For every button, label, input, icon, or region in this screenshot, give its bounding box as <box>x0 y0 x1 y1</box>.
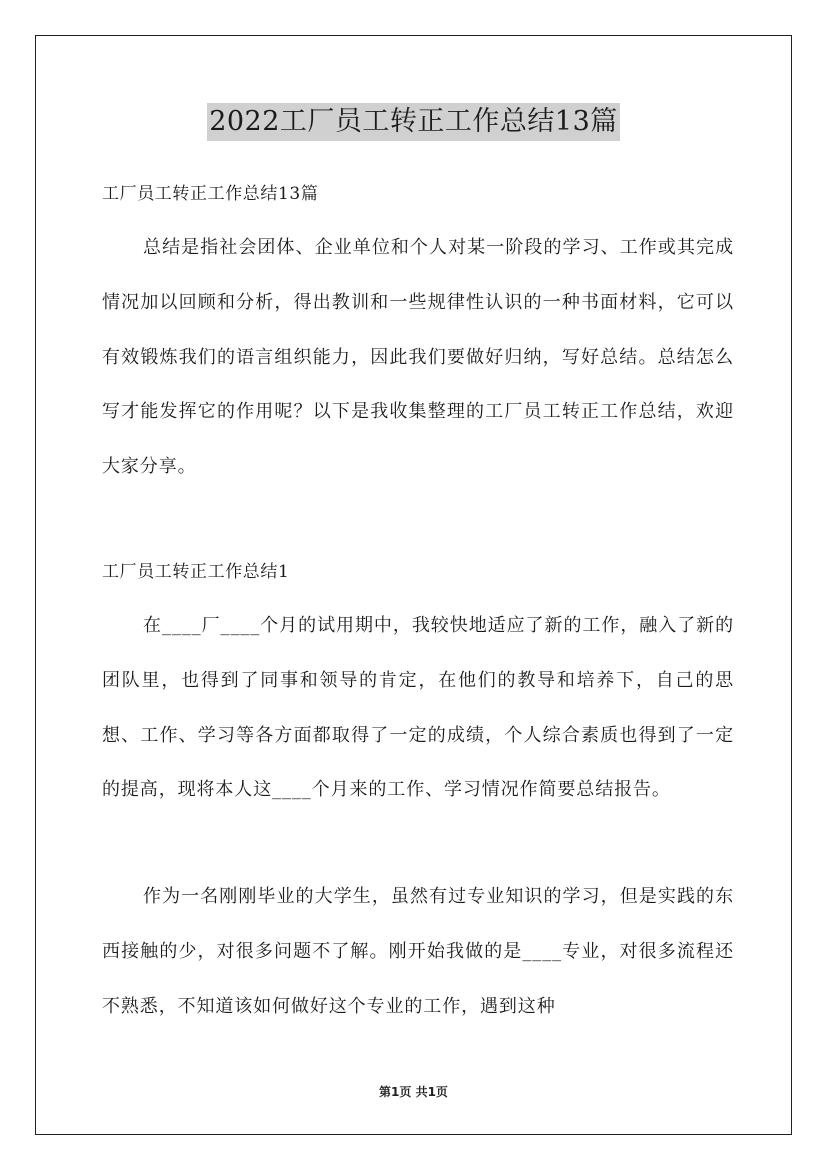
body-paragraph-2: 作为一名刚刚毕业的大学生，虽然有过专业知识的学习，但是实践的东西接触的少，对很多问题不了解。刚开始我做的是____专业，对很多流程还不熟悉，不知道该如何做好这个专业的工作，遇到这种 <box>102 886 734 1017</box>
intro-paragraph: 总结是指社会团体、企业单位和个人对某一阶段的学习、工作或其完成情况加以回顾和分析，得出教训和一些规律性认识的一种书面材料，它可以有效锻炼我们的语言组织能力，因此我们要做好归纳，写好总结。总结怎么写才能发挥它的作用呢？以下是我收集整理的工厂员工转正工作总结，欢迎大家分享。 <box>102 237 734 478</box>
document-subtitle: 工厂员工转正工作总结13篇 <box>102 184 319 204</box>
page-footer: 第1页 共1页 <box>379 1085 448 1099</box>
document-title: 2022工厂员工转正工作总结13篇 <box>207 103 620 141</box>
section-heading: 工厂员工转正工作总结1 <box>102 562 290 582</box>
body-paragraph-1: 在____厂____个月的试用期中，我较快地适应了新的工作，融入了新的团队里，也得到了同事和领导的肯定，在他们的教导和培养下，自己的思想、工作、学习等各方面都取得了一定的成绩，个人综合素质也得到了一定的提高，现将本人这____个月来的工作、学习情况作简要总结报告。 <box>102 615 734 801</box>
title-container <box>0 103 827 141</box>
